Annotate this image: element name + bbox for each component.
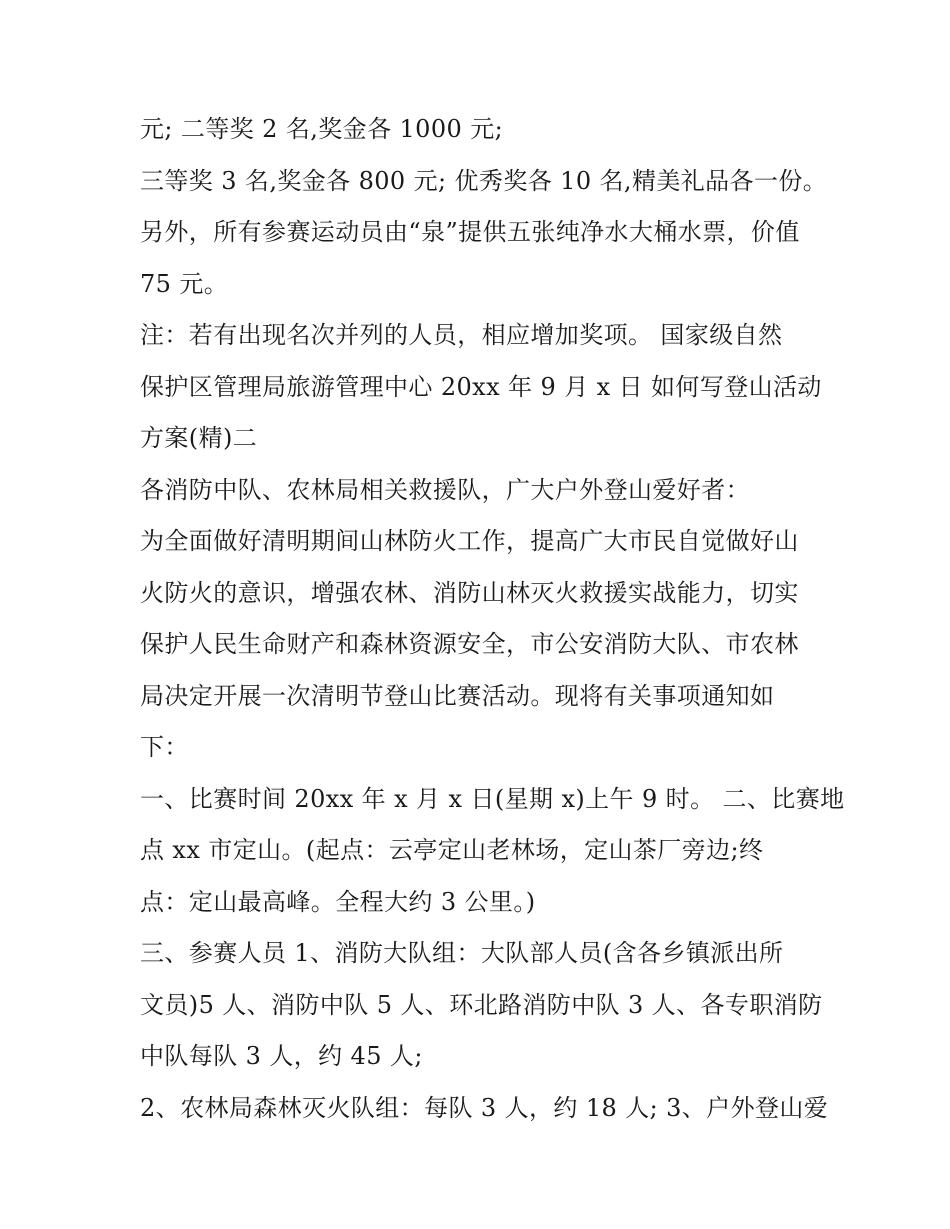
text-line-3: 另外，所有参赛运动员由“泉”提供五张纯净水大桶水票，价值 [140,218,800,246]
text-line-9: 为全面做好清明期间山林防火工作，提高广大市民自觉做好山 [140,527,799,555]
text-line-8: 各消防中队、农林局相关救援队，广大户外登山爱好者： [140,475,750,504]
text-line-4: 75 元。 [140,269,229,298]
text-line-17: 三、参赛人员 1、消防大队组：大队部人员(含各乡镇派出所 [140,939,784,967]
text-line-19: 中队每队 3 人，约 45 人; [140,1042,423,1070]
text-line-7: 方案(精)二 [140,424,258,452]
text-line-14: 一、比赛时间 20xx 年 x 月 x 日(星期 x)上午 9 时。 二、比赛地 [140,784,845,813]
text-line-11: 保护人民生命财产和森林资源安全，市公安消防大队、市农林 [140,630,799,658]
text-line-5: 注：若有出现名次并列的人员，相应增加奖项。 国家级自然 [140,321,783,349]
text-line-10: 火防火的意识，增强农林、消防山林灭火救援实战能力，切实 [140,578,799,607]
text-line-20: 2、农林局森林灭火队组：每队 3 人，约 18 人; 3、户外登山爱 [140,1093,829,1122]
text-line-2: 三等奖 3 名,奖金各 800 元; 优秀奖各 10 名,精美礼品各一份。 [140,166,828,195]
text-line-16: 点：定山最高峰。全程大约 3 公里。) [140,887,536,916]
text-line-6: 保护区管理局旅游管理中心 20xx 年 9 月 x 日 如何写登山活动 [140,372,822,401]
text-line-12: 局决定开展一次清明节登山比赛活动。现将有关事项通知如 [140,681,775,710]
text-line-13: 下： [140,733,189,761]
text-line-15: 点 xx 市定山。(起点：云亭定山老林场，定山茶厂旁边;终 [140,836,764,864]
text-line-18: 文员)5 人、消防中队 5 人、环北路消防中队 3 人、各专职消防 [140,990,823,1019]
text-line-1: 元; 二等奖 2 名,奖金各 1000 元; [140,115,504,143]
document-body [140,108,845,1138]
